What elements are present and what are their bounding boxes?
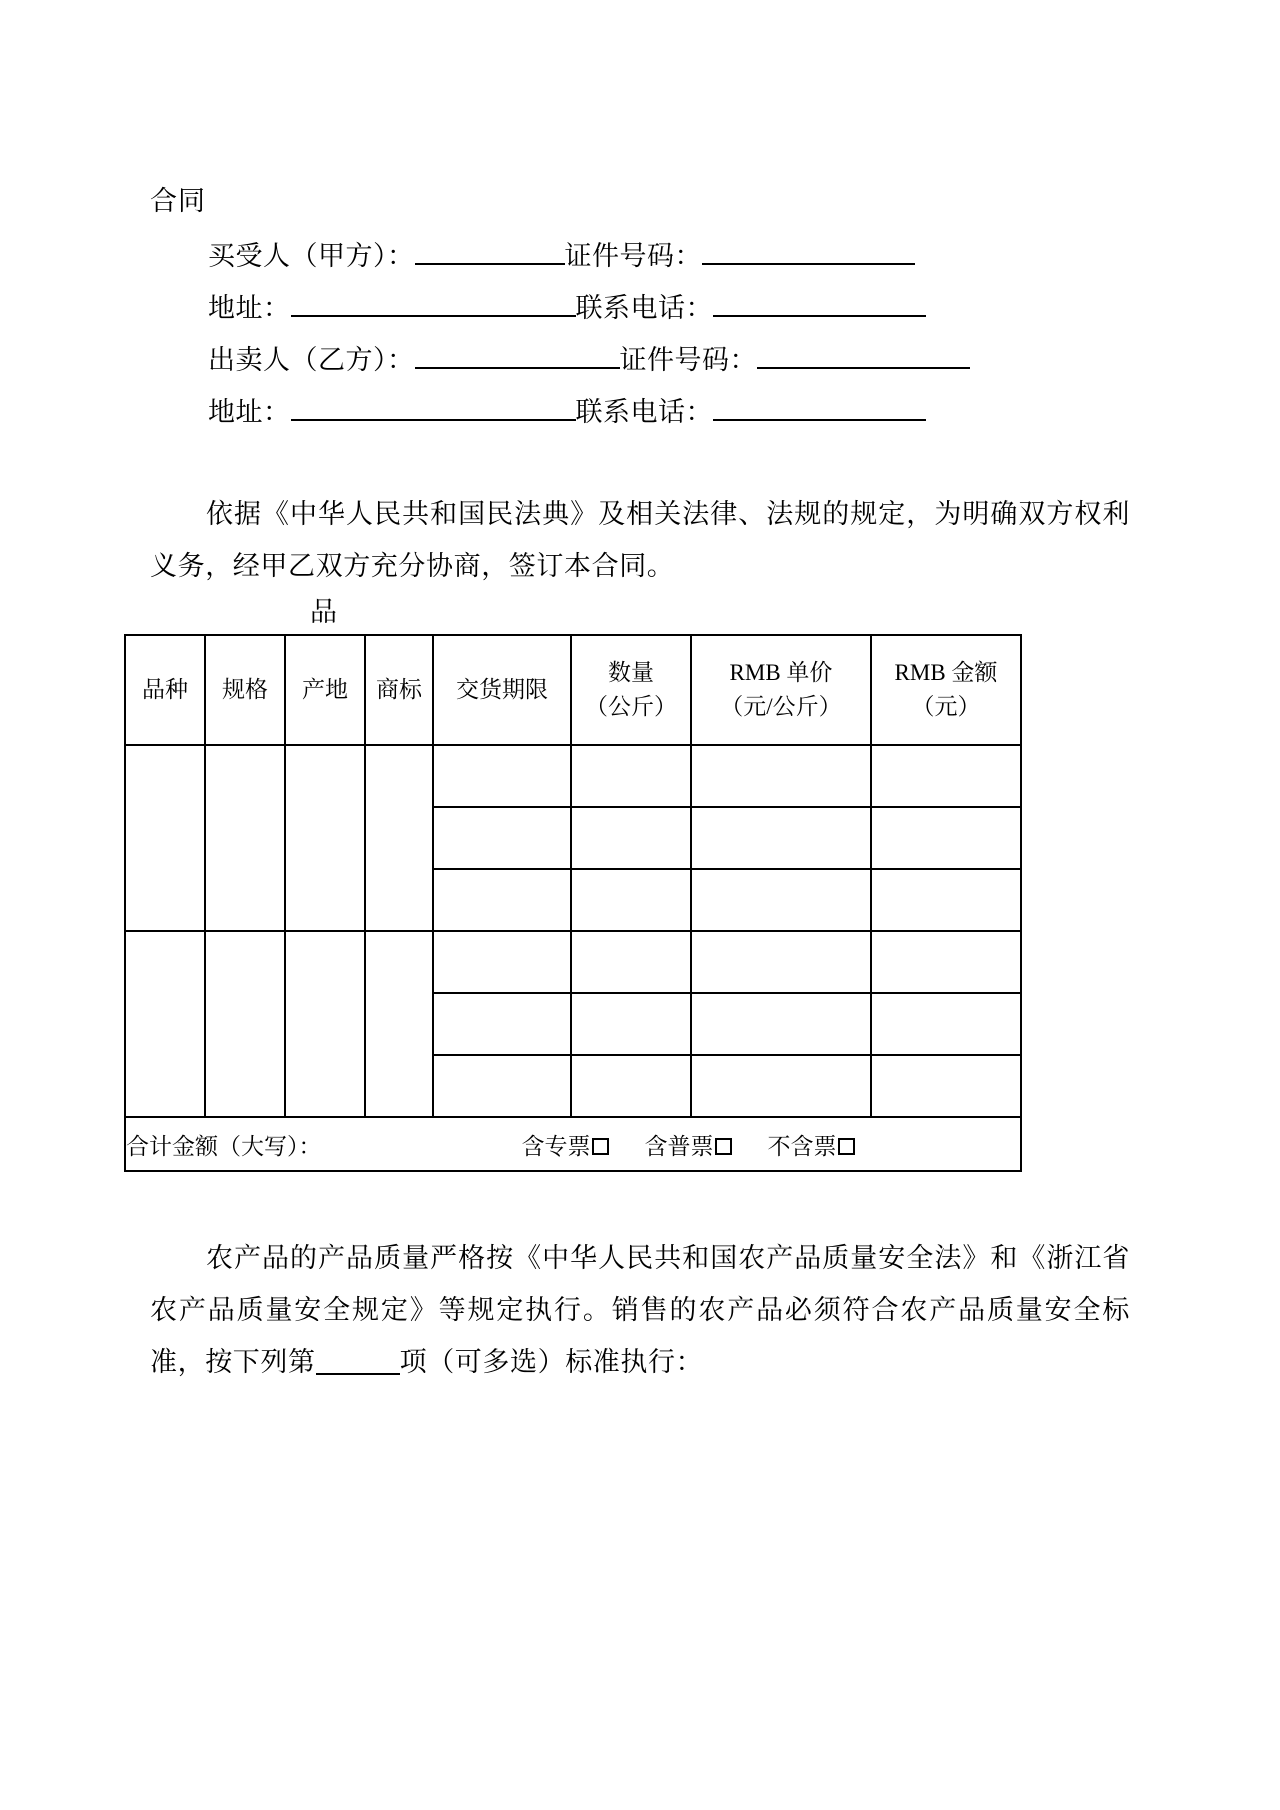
buyer-id-label: 证件号码： (564, 241, 702, 272)
seller-address-field[interactable] (291, 395, 576, 421)
header-quantity-title: 数量 (608, 660, 654, 686)
cell-origin[interactable] (285, 745, 365, 931)
cell-trademark[interactable] (365, 931, 433, 1117)
invoice-option-none[interactable] (768, 1128, 855, 1161)
header-variety-title: 品种 (142, 677, 188, 703)
cell-quantity[interactable] (571, 993, 691, 1055)
cell-unit-price[interactable] (691, 869, 871, 931)
checkbox-icon[interactable] (592, 1138, 609, 1155)
invoice-option-special[interactable] (522, 1128, 609, 1161)
party-row-seller-address (150, 395, 1130, 426)
party-row-buyer (150, 239, 1130, 270)
seller-name-field[interactable] (415, 343, 620, 369)
cell-amount[interactable] (871, 931, 1021, 993)
header-unit-price-unit: （元/公斤） (720, 694, 842, 720)
buyer-address-label: 地址： (208, 293, 291, 324)
cell-unit-price[interactable] (691, 745, 871, 807)
stray-character: 品 (310, 597, 337, 628)
seller-phone-label: 联系电话： (575, 397, 713, 428)
cell-delivery[interactable] (433, 869, 571, 931)
quality-paragraph-part2: 项（可多选）标准执行： (399, 1347, 704, 1378)
cell-unit-price[interactable] (691, 993, 871, 1055)
header-variety (125, 635, 205, 745)
cell-delivery[interactable] (433, 745, 571, 807)
cell-quantity[interactable] (571, 745, 691, 807)
cell-variety[interactable] (125, 745, 205, 931)
cell-amount[interactable] (871, 745, 1021, 807)
cell-unit-price[interactable] (691, 807, 871, 869)
total-amount-label: 合计金额（大写）： (126, 1133, 322, 1159)
cell-origin[interactable] (285, 931, 365, 1117)
cell-amount[interactable] (871, 807, 1021, 869)
cell-trademark[interactable] (365, 745, 433, 931)
party-info-block (150, 239, 1130, 426)
preamble-paragraph: 依据《中华人民共和国民法典》及相关法律、法规的规定，为明确双方权利义务，经甲乙双方充分协商，签订本合同。 (150, 499, 1130, 582)
table-row (125, 931, 1021, 993)
table-total-row (125, 1117, 1021, 1171)
page-title: 合同 (150, 186, 206, 216)
document-content (126, 185, 1130, 1388)
cell-variety[interactable] (125, 931, 205, 1117)
quality-paragraph-part1: 农产品的产品质量严格按《中华人民共和国农产品质量安全法》和《浙江省农产品质量安全规定》等规定执行。销售的农产品必须符合农产品质量安全标准，按下列第 (150, 1243, 1130, 1378)
cell-amount[interactable] (871, 869, 1021, 931)
seller-phone-field[interactable] (713, 395, 926, 421)
party-row-buyer-address (150, 291, 1130, 322)
quality-paragraph (150, 1232, 1130, 1388)
cell-spec[interactable] (205, 745, 285, 931)
clause-number-field[interactable] (316, 1351, 400, 1375)
header-spec (205, 635, 285, 745)
buyer-id-field[interactable] (702, 239, 915, 265)
cell-quantity[interactable] (571, 869, 691, 931)
seller-label: 出卖人（乙方）： (208, 345, 415, 376)
buyer-phone-label: 联系电话： (575, 293, 713, 324)
checkbox-icon[interactable] (838, 1138, 855, 1155)
buyer-label: 买受人（甲方）： (208, 241, 415, 272)
party-row-seller (150, 343, 1130, 374)
seller-address-label: 地址： (208, 397, 291, 428)
checkbox-icon[interactable] (715, 1138, 732, 1155)
cell-quantity[interactable] (571, 931, 691, 993)
header-quantity (571, 635, 691, 745)
cell-quantity[interactable] (571, 1055, 691, 1117)
cell-unit-price[interactable] (691, 1055, 871, 1117)
table-row (125, 745, 1021, 807)
header-origin-title: 产地 (302, 677, 348, 703)
invoice-option-special-label: 含专票 (521, 1133, 591, 1159)
table-header-row (125, 635, 1021, 745)
cell-delivery[interactable] (433, 807, 571, 869)
invoice-option-general-label: 含普票 (644, 1133, 714, 1159)
table-body (125, 745, 1021, 1171)
header-origin (285, 635, 365, 745)
cell-unit-price[interactable] (691, 931, 871, 993)
cell-delivery[interactable] (433, 931, 571, 993)
cell-delivery[interactable] (433, 993, 571, 1055)
seller-id-label: 证件号码： (619, 345, 757, 376)
total-amount-cell (125, 1117, 1021, 1171)
header-amount-title: RMB 金额 (894, 660, 998, 686)
cell-spec[interactable] (205, 931, 285, 1117)
buyer-address-field[interactable] (291, 291, 576, 317)
buyer-phone-field[interactable] (713, 291, 926, 317)
header-delivery-title: 交货期限 (456, 677, 548, 703)
invoice-option-general[interactable] (645, 1128, 732, 1161)
goods-table (124, 634, 1022, 1172)
header-quantity-unit: （公斤） (585, 694, 677, 720)
header-trademark (365, 635, 433, 745)
header-delivery (433, 635, 571, 745)
header-amount-unit: （元） (911, 694, 981, 720)
header-unit-price (691, 635, 871, 745)
cell-amount[interactable] (871, 993, 1021, 1055)
cell-quantity[interactable] (571, 807, 691, 869)
invoice-option-none-label: 不含票 (767, 1133, 837, 1159)
header-unit-price-title: RMB 单价 (729, 660, 833, 686)
seller-id-field[interactable] (757, 343, 970, 369)
buyer-name-field[interactable] (415, 239, 565, 265)
header-amount (871, 635, 1021, 745)
header-spec-title: 规格 (222, 677, 268, 703)
cell-delivery[interactable] (433, 1055, 571, 1117)
cell-amount[interactable] (871, 1055, 1021, 1117)
header-trademark-title: 商标 (376, 677, 422, 703)
